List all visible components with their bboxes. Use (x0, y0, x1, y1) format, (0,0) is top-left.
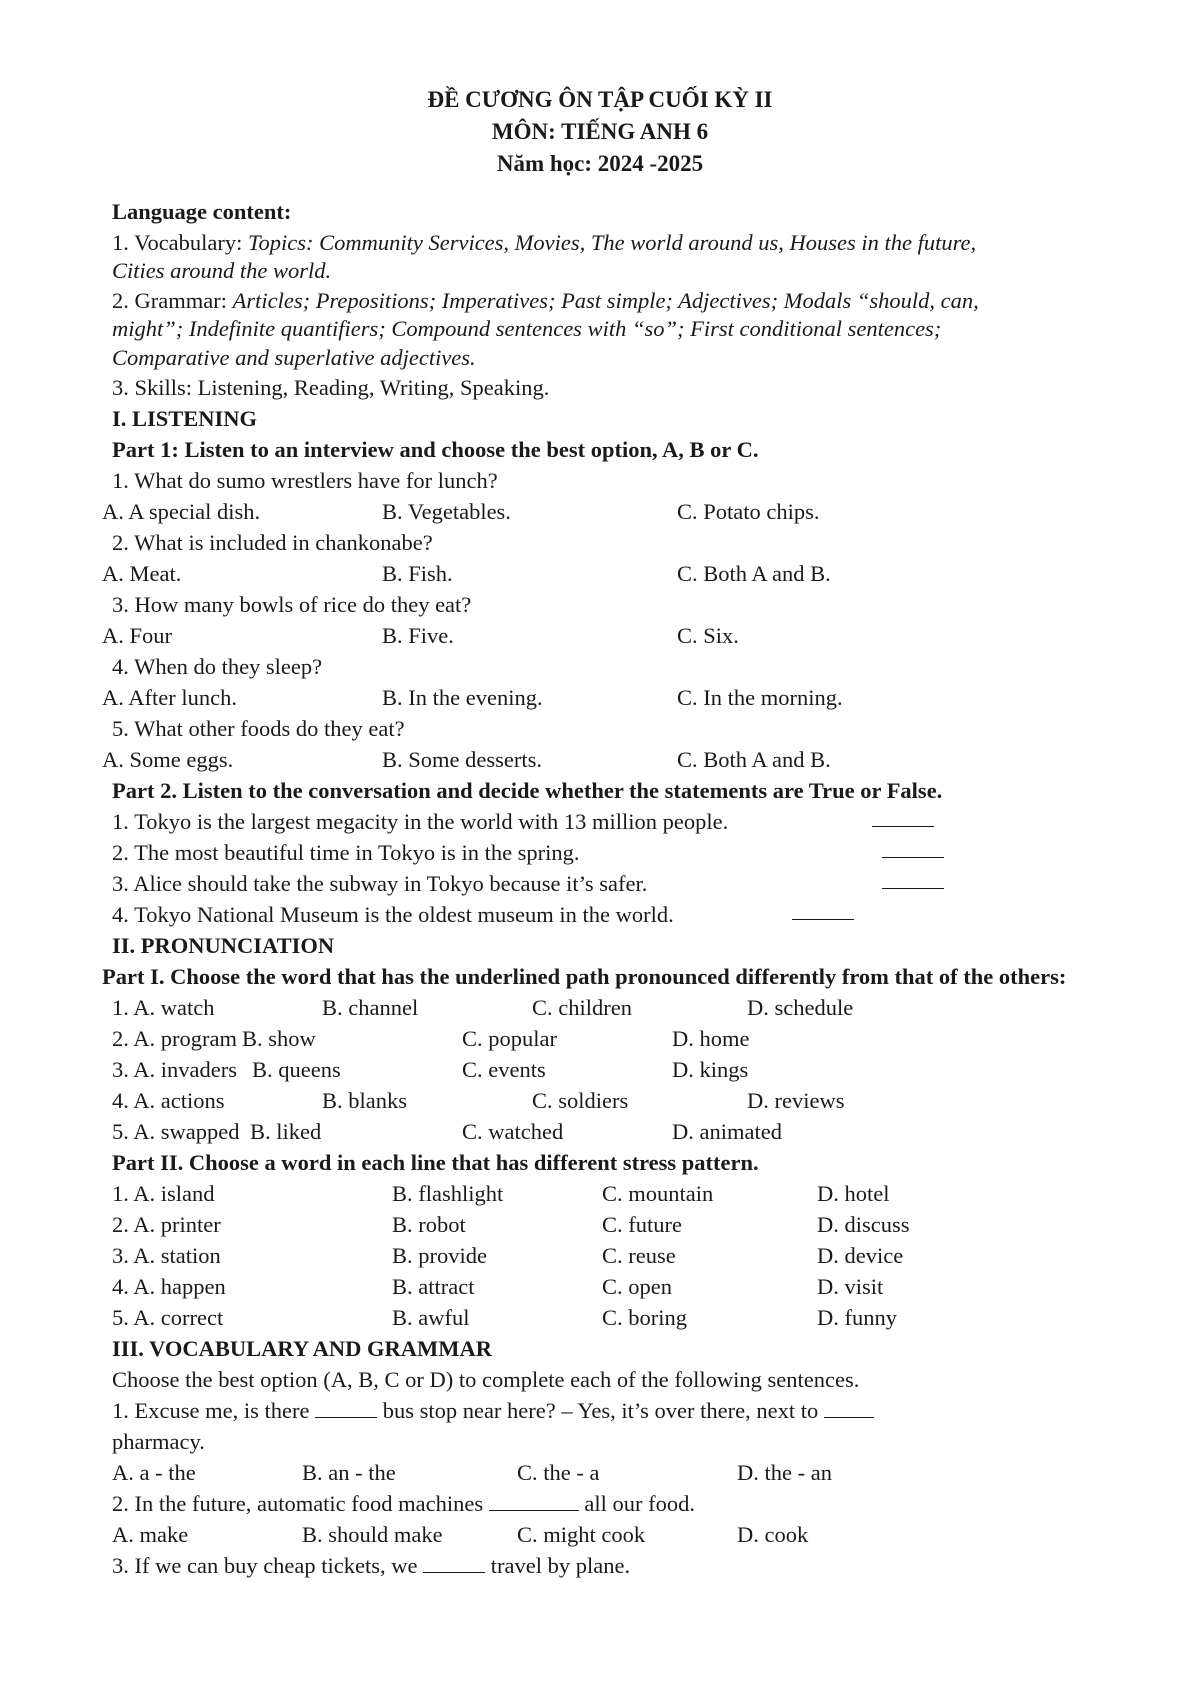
option-b: B. Vegetables. (382, 498, 511, 524)
question-text: travel by plane. (485, 1552, 631, 1578)
option-b: B. robot (392, 1211, 466, 1237)
vg-question-2-options (112, 1521, 1112, 1552)
listening-part2-title: Part 2. Listen to the conversation and decide whether the statements are True or False. (112, 777, 943, 803)
document-title: ĐỀ CƯƠNG ÔN TẬP CUỐI KỲ II (427, 87, 773, 112)
pronunciation-row (112, 1118, 1112, 1149)
answer-blank[interactable] (315, 1399, 377, 1418)
question-options (102, 746, 1112, 777)
listening-part1-questions (102, 467, 1112, 777)
option-a: A. After lunch. (102, 684, 237, 710)
question-text: bus stop near here? – Yes, it’s over there, next to (377, 1397, 824, 1423)
question-text: 1. What do sumo wrestlers have for lunch? (112, 467, 498, 493)
option-b: B. Some desserts. (382, 746, 542, 772)
document-header (0, 84, 1200, 180)
option-b: B. attract (392, 1273, 475, 1299)
pronunciation-row (112, 1025, 1112, 1056)
skills-item: 3. Skills: Listening, Reading, Writing, Speaking. (112, 374, 550, 400)
option-b: B. Fish. (382, 560, 453, 586)
answer-blank[interactable] (882, 870, 944, 889)
option-a: 2. A. printer (112, 1211, 221, 1237)
option-d: D. the - an (737, 1459, 832, 1485)
vg-question-3 (112, 1552, 1112, 1583)
option-c: C. reuse (602, 1242, 676, 1268)
question-text: 3. How many bowls of rice do they eat? (112, 591, 472, 617)
vg-question-1-options (112, 1459, 1112, 1490)
vg-question-1-cont: pharmacy. (112, 1428, 205, 1454)
option-a: 4. A. actions (112, 1087, 225, 1113)
pronunciation-part1-title: Part I. Choose the word that has the underlined path pronounced differently from that of the others: (102, 963, 1067, 989)
option-d: D. kings (672, 1056, 749, 1082)
listening-part2-statements (112, 808, 1112, 932)
pronunciation-part2-rows (112, 1180, 1112, 1335)
stress-row (112, 1304, 1112, 1335)
option-c: C. soldiers (532, 1087, 629, 1113)
vocabulary-item (112, 229, 1012, 285)
vg-question-1 (112, 1397, 1112, 1428)
option-c: C. Six. (677, 622, 739, 648)
option-a: 2. A. program (112, 1025, 237, 1051)
option-b: B. provide (392, 1242, 487, 1268)
option-d: D. device (817, 1242, 904, 1268)
option-d: D. cook (737, 1521, 809, 1547)
listening-heading: I. LISTENING (112, 405, 258, 431)
pronunciation-row (112, 1087, 1112, 1118)
statement (112, 808, 1112, 839)
option-b: B. queens (252, 1056, 341, 1082)
option-a: 5. A. swapped (112, 1118, 240, 1144)
option-b: B. channel (322, 994, 419, 1020)
option-c: C. Both A and B. (677, 746, 831, 772)
option-a: 1. A. island (112, 1180, 215, 1206)
pronunciation-heading: II. PRONUNCIATION (112, 932, 335, 958)
option-a: A. A special dish. (102, 498, 261, 524)
option-c: C. Both A and B. (677, 560, 831, 586)
option-d: D. home (672, 1025, 750, 1051)
option-b: B. blanks (322, 1087, 408, 1113)
option-c: C. might cook (517, 1521, 646, 1547)
option-a: 3. A. invaders (112, 1056, 237, 1082)
option-d: D. reviews (747, 1087, 845, 1113)
statement (112, 901, 1112, 932)
stress-row (112, 1242, 1112, 1273)
option-a: 4. A. happen (112, 1273, 226, 1299)
option-c: C. events (462, 1056, 546, 1082)
vocab-grammar-instruction: Choose the best option (A, B, C or D) to complete each of the following sentences. (112, 1366, 860, 1392)
question-options (102, 684, 1112, 715)
question-text: 3. If we can buy cheap tickets, we (112, 1552, 424, 1578)
question-text: all our food. (578, 1490, 695, 1516)
option-d: D. hotel (817, 1180, 890, 1206)
option-a: A. a - the (112, 1459, 196, 1485)
option-a: A. Some eggs. (102, 746, 234, 772)
vocab-grammar-heading: III. VOCABULARY AND GRAMMAR (112, 1335, 493, 1361)
option-b: B. awful (392, 1304, 470, 1330)
statement-text: 1. Tokyo is the largest megacity in the world with 13 million people. (112, 808, 729, 834)
option-d: D. funny (817, 1304, 897, 1330)
option-c: C. the - a (517, 1459, 600, 1485)
option-b: B. should make (302, 1521, 443, 1547)
document-year: Năm học: 2024 -2025 (496, 151, 704, 176)
vocabulary-topics: Topics: Community Services, Movies, The world around us, Houses in the future, Cities around the world. (112, 230, 977, 284)
statement (112, 870, 1112, 901)
answer-blank[interactable] (423, 1554, 485, 1573)
option-c: C. future (602, 1211, 682, 1237)
language-content-heading: Language content: (112, 199, 292, 224)
option-b: B. Five. (382, 622, 454, 648)
option-a: A. make (112, 1521, 189, 1547)
option-b: B. flashlight (392, 1180, 504, 1206)
option-c: C. Potato chips. (677, 498, 820, 524)
option-c: C. children (532, 994, 632, 1020)
stress-row (112, 1180, 1112, 1211)
statement-text: 3. Alice should take the subway in Tokyo because it’s safer. (112, 870, 648, 896)
question-text: 1. Excuse me, is there (112, 1397, 316, 1423)
pronunciation-row (112, 994, 1112, 1025)
option-d: D. schedule (747, 994, 854, 1020)
option-b: B. show (242, 1025, 316, 1051)
pronunciation-part2-title: Part II. Choose a word in each line that has different stress pattern. (112, 1149, 759, 1175)
option-b: B. In the evening. (382, 684, 543, 710)
pronunciation-part1-rows (112, 994, 1112, 1149)
vocabulary-label: 1. Vocabulary: (112, 230, 249, 255)
question-text: 4. When do they sleep? (112, 653, 323, 679)
option-a: 1. A. watch (112, 994, 215, 1020)
question-text: 5. What other foods do they eat? (112, 715, 405, 741)
answer-blank[interactable] (824, 1399, 874, 1418)
grammar-topics: Articles; Prepositions; Imperatives; Past simple; Adjectives; Modals “should, can, might”; Indefinite quantifiers; Compound sentences with “so”; First conditional sentences; Comparative and superlative adjectives. (112, 288, 979, 370)
stress-row (112, 1273, 1112, 1304)
option-a: A. Four (102, 622, 173, 648)
answer-blank[interactable] (872, 808, 934, 827)
option-c: C. open (602, 1273, 672, 1299)
vg-question-2 (112, 1490, 1112, 1521)
statement-text: 4. Tokyo National Museum is the oldest museum in the world. (112, 901, 674, 927)
answer-blank[interactable] (489, 1492, 579, 1511)
option-a: A. Meat. (102, 560, 182, 586)
option-c: C. popular (462, 1025, 557, 1051)
statement-text: 2. The most beautiful time in Tokyo is in the spring. (112, 839, 580, 865)
option-c: C. watched (462, 1118, 564, 1144)
question-options (102, 560, 1112, 591)
option-b: B. an - the (302, 1459, 396, 1485)
option-d: D. discuss (817, 1211, 910, 1237)
option-a: 3. A. station (112, 1242, 221, 1268)
question-text: 2. In the future, automatic food machines (112, 1490, 489, 1516)
question-text: 2. What is included in chankonabe? (112, 529, 433, 555)
document-subject: MÔN: TIẾNG ANH 6 (491, 119, 709, 144)
option-a: 5. A. correct (112, 1304, 224, 1330)
option-c: C. boring (602, 1304, 688, 1330)
answer-blank[interactable] (882, 839, 944, 858)
grammar-label: 2. Grammar: (112, 288, 233, 314)
listening-part1-title: Part 1: Listen to an interview and choose the best option, A, B or C. (112, 436, 759, 462)
document-body (102, 198, 1112, 1583)
answer-blank[interactable] (792, 901, 854, 920)
statement (112, 839, 1112, 870)
pronunciation-row (112, 1056, 1112, 1087)
option-d: D. visit (817, 1273, 884, 1299)
option-d: D. animated (672, 1118, 782, 1144)
question-options (102, 498, 1112, 529)
stress-row (112, 1211, 1112, 1242)
option-c: C. In the morning. (677, 684, 843, 710)
question-options (102, 622, 1112, 653)
grammar-item (112, 287, 1032, 371)
option-c: C. mountain (602, 1180, 714, 1206)
option-b: B. liked (250, 1118, 322, 1144)
